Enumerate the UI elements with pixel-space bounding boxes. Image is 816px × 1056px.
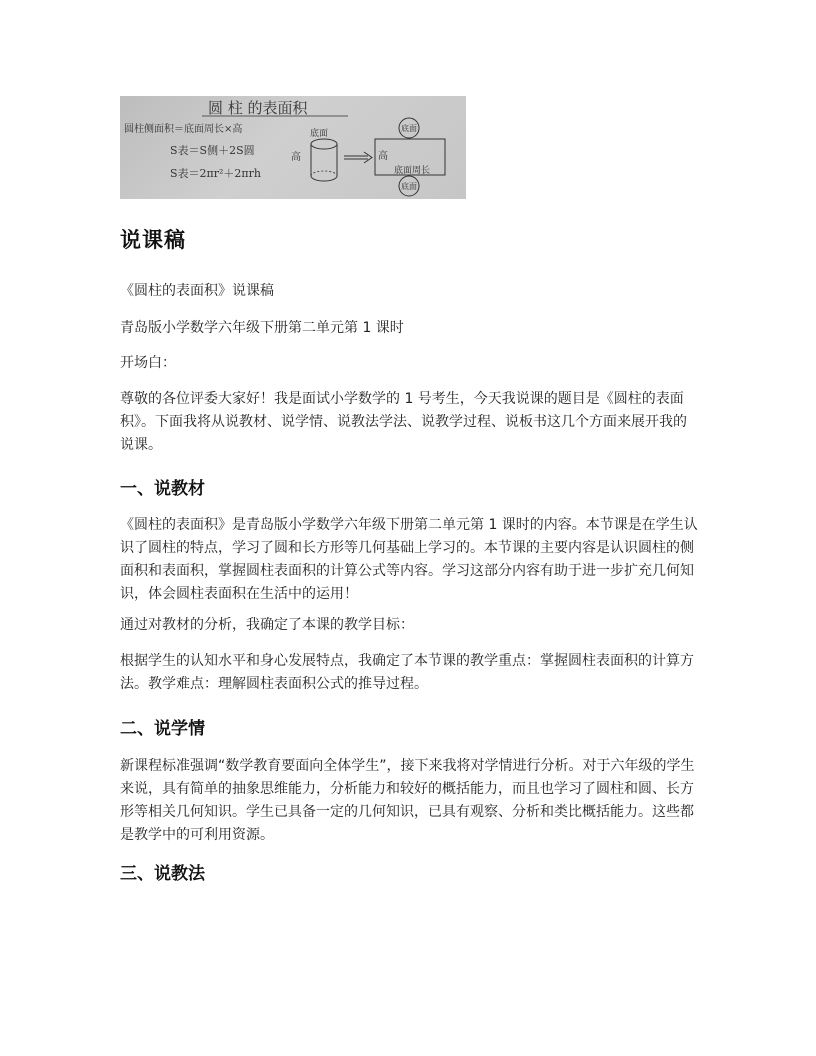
document-title: 说课稿 [120,228,186,252]
textbook-paragraph-1: 《圆柱的表面积》是青岛版小学数学六年级下册第二单元第 1 课时的内容。本节课是在学生认识了圆柱的特点，学习了圆和长方形等几何基础上学习的。本节课的主要内容是认识圆柱的侧面积和表面积，掌握圆柱表面积的计算公式等内容。学习这部分内容有助于进一步扩充几何知识，体会圆柱表面积在生活中的运用！ [120,517,698,602]
cylinder-base-label: 底面 [310,129,329,139]
photo-heading: 圆 柱 的表面积 [208,99,308,117]
net-height-label: 高 [378,151,388,162]
net-base-label: 底面 [401,182,417,191]
photo-formula-1: 圆柱侧面积＝底面周长×高 [124,124,243,135]
section-heading-students: 二、说学情 [120,719,205,739]
lesson-subtitle: 《圆柱的表面积》说课稿 [120,283,274,299]
textbook-paragraph-3: 根据学生的认知水平和身心发展特点，我确定了本节课的教学重点：掌握圆柱表面积的计算方法。教学难点：理解圆柱表面积公式的推导过程。 [120,653,694,692]
opening-paragraph: 尊敬的各位评委大家好！我是面试小学数学的 1 号考生，今天我说课的题目是《圆柱的表面积》。下面我将从说教材、说学情、说教法学法、说教学过程、说板书这几个方面来展开我的说课。 [120,391,687,453]
section-heading-methods: 三、说教法 [120,864,205,884]
whiteboard-photo [120,96,466,199]
lesson-edition: 青岛版小学数学六年级下册第二单元第 1 课时 [120,320,404,336]
opening-label: 开场白： [120,355,176,371]
photo-formula-3: S表＝2πr²＋2πrh [170,167,262,180]
photo-formula-2: S表＝S侧＋2S圆 [170,144,255,157]
arrow-icon [344,152,372,163]
cylinder-sketch [311,139,337,181]
whiteboard-drawing [120,96,466,199]
net-bottom-label: 底面周长 [394,166,431,176]
cylinder-height-label: 高 [291,152,301,163]
net-top-label: 底面 [401,124,417,133]
section-heading-textbook: 一、说教材 [120,479,205,499]
textbook-paragraph-2: 通过对教材的分析，我确定了本课的教学目标： [120,617,414,633]
students-paragraph-1: 新课程标准强调“数学教育要面向全体学生”，接下来我将对学情进行分析。对于六年级的学生来说，具有简单的抽象思维能力，分析能力和较好的概括能力，而且也学习了圆柱和圆、长方形等相关几何知识。学生已具备一定的几何知识，已具有观察、分析和类比概括能力。这些都是教学中的可利用资源。 [120,758,695,843]
